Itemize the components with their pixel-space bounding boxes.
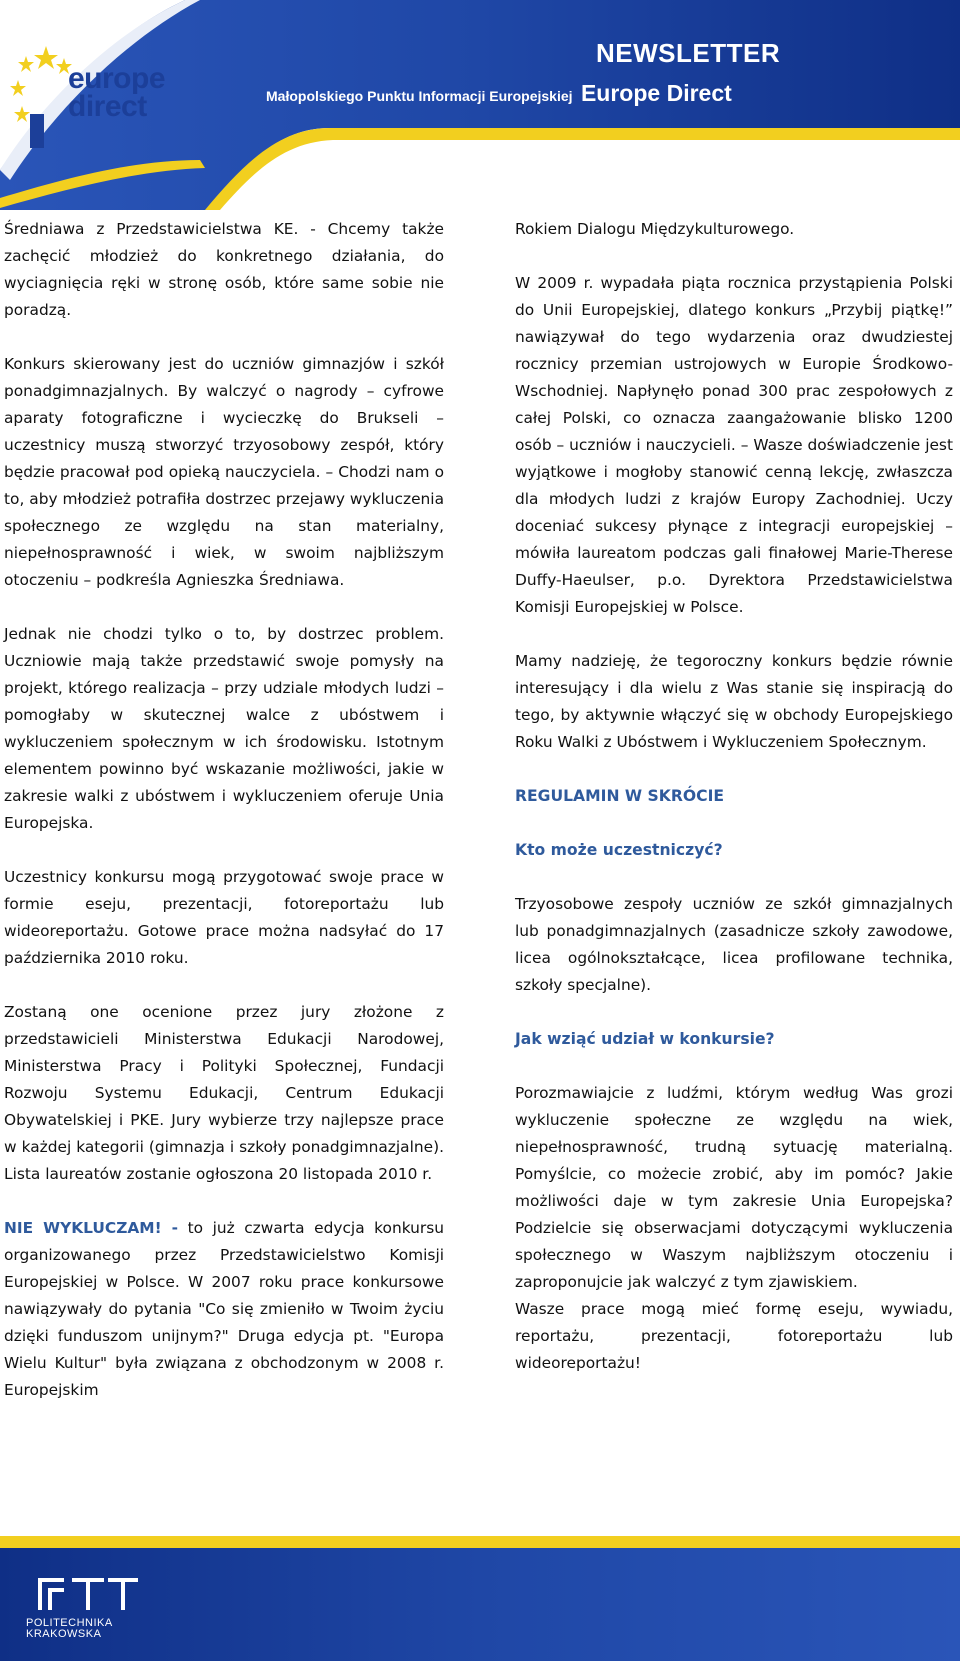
newsletter-footer <box>0 1536 960 1661</box>
logo-line: KRAKOWSKA <box>26 1628 102 1640</box>
paragraph: Konkurs skierowany jest do uczniów gimnazjów i szkół ponadgimnazjalnych. By walczyć o nagrody – cyfrowe aparaty fotograficzne i wycieczkę do Brukseli – uczestnicy muszą stworzyć trzyosobowy zespół, który będzie pracował pod opieką nauczyciela. – Chodzi nam o to, aby młodzież potrafiła dostrzec przejawy wykluczenia społecznego ze względu na stan materialny, niepełnosprawność i wiek, w swoim najbliższym otoczeniu – podkreśla Agnieszka Średniawa. <box>4 355 444 589</box>
paragraph <box>4 1215 444 1404</box>
article-right-column <box>515 216 953 1404</box>
subtitle-organization: Małopolskiego Punktu Informacji Europejskiej <box>266 88 573 104</box>
newsletter-title: NEWSLETTER <box>596 38 781 68</box>
logo-direct-text: direct <box>68 90 147 123</box>
newsletter-subtitle <box>266 80 771 107</box>
article-left-column <box>4 216 444 1431</box>
logo-europe-text: europe <box>68 62 166 95</box>
logo-line: POLITECHNIKA <box>26 1617 113 1629</box>
campaign-name-highlight: NIE WYKLUCZAM! - <box>4 1219 179 1237</box>
paragraph: Wasze prace mogą mieć formę eseju, wywiadu, reportażu, prezentacji, fotoreportażu lub wideoreportażu! <box>515 1300 953 1372</box>
section-heading-how-to-participate: Jak wziąć udział w konkursie? <box>515 1030 775 1048</box>
paragraph: Porozmawiajcie z ludźmi, którym według Was grozi wykluczenie społeczne ze względu na wiek, niepełnosprawność, trudną sytuację materialną. Pomyślcie, co możecie zrobić, aby im pomóc? Jakie możliwości daje w tym zakresie Unia Europejska? Podzielcie się obserwacjami dotyczącymi wykluczenia społecznego w Waszym najbliższym otoczeniu i zaproponujcie jak walczyć z tym zjawiskiem. <box>515 1084 953 1291</box>
paragraph: Zostaną one ocenione przez jury złożone z przedstawicieli Ministerstwa Edukacji Narodowej, Ministerstwa Pracy i Polityki Społecznej, Fundacji Rozwoju Systemu Edukacji, Centrum Edukacji Obywatelskiej i PKE. Jury wybierze trzy najlepsze prace w każdej kategorii (gimnazja i szkoły ponadgimnazjalne). Lista laureatów zostanie ogłoszona 20 listopada 2010 r. <box>4 1003 444 1183</box>
paragraph: Jednak nie chodzi tylko o to, by dostrzec problem. Uczniowie mają także przedstawić swoje pomysły na projekt, którego realizacja – przy udziale młodych ludzi – pomogłaby w skutecznej walce z ubóstwem i wykluczeniem społecznym w ich środowisku. Istotnym elementem powinno być wskazanie możliwości, jakie w zakresie walki z ubóstwem i wykluczeniem oferuje Unia Europejska. <box>4 625 444 832</box>
newsletter-header <box>0 0 960 210</box>
paragraph-text: to już czwarta edycja konkursu organizowanego przez Przedstawicielstwo Komisji Europejskiej w Polsce. W 2007 roku prace konkursowe nawiązywały do pytania "Co się zmieniło w Twoim życiu dzięki funduszom unijnym?" Druga edycja pt. "Europa Wielu Kultur" była związana z obchodzonym w 2008 r. Europejskim <box>4 1219 444 1399</box>
politechnika-logo-text <box>26 1618 113 1640</box>
paragraph: Trzyosobowe zespoły uczniów ze szkół gimnazjalnych lub ponadgimnazjalnych (zasadnicze szkoły zawodowe, licea ogólnokształcące, licea profilowane technika, szkoły specjalne). <box>515 895 953 994</box>
paragraph: Mamy nadzieję, że tegoroczny konkurs będzie równie interesujący i dla wielu z Was stanie się inspiracją do tego, by aktywnie włączyć się w obchody Europejskiego Roku Walki z Ubóstwem i Wykluczeniem Społecznym. <box>515 652 953 751</box>
paragraph: W 2009 r. wypadała piąta rocznica przystąpienia Polski do Unii Europejskiej, dlatego konkurs „Przybij piątkę!” nawiązywał do tego wydarzenia oraz dwudziestej rocznicy przemian ustrojowych w Europie Środkowo-Wschodniej. Napłynęło ponad 300 prac zespołowych z całej Polski, co oznacza zaangażowanie blisko 1200 osób – uczniów i nauczycieli. – Wasze doświadczenie jest wyjątkowe i mogłoby stanowić cenną lekcję, zwłaszcza dla młodych ludzi z krajów Europy Zachodniej. Uczy doceniać sukcesy płynące z integracji europejskiej – mówiła laureatom podczas gali finałowej Marie-Therese Duffy-Haeulser, p.o. Dyrektora Przedstawicielstwa Komisji Europejskiej w Polsce. <box>515 274 953 616</box>
paragraph: Średniawa z Przedstawicielstwa KE. - Chcemy także zachęcić młodzież do konkretnego działania, do wyciagnięcia ręki w stronę osób, które same sobie nie poradzą. <box>4 220 444 319</box>
section-heading-regulamin: REGULAMIN W SKRÓCIE <box>515 787 725 805</box>
paragraph: Rokiem Dialogu Międzykulturowego. <box>515 220 795 238</box>
paragraph: Uczestnicy konkursu mogą przygotować swoje prace w formie eseju, prezentacji, fotoreportażu lub wideoreportażu. Gotowe prace można nadsyłać do 17 października 2010 roku. <box>4 868 444 967</box>
subtitle-brand: Europe Direct <box>580 80 732 106</box>
footer-banner-graphic <box>0 1536 960 1661</box>
section-heading-who-can-participate: Kto może uczestniczyć? <box>515 841 723 859</box>
